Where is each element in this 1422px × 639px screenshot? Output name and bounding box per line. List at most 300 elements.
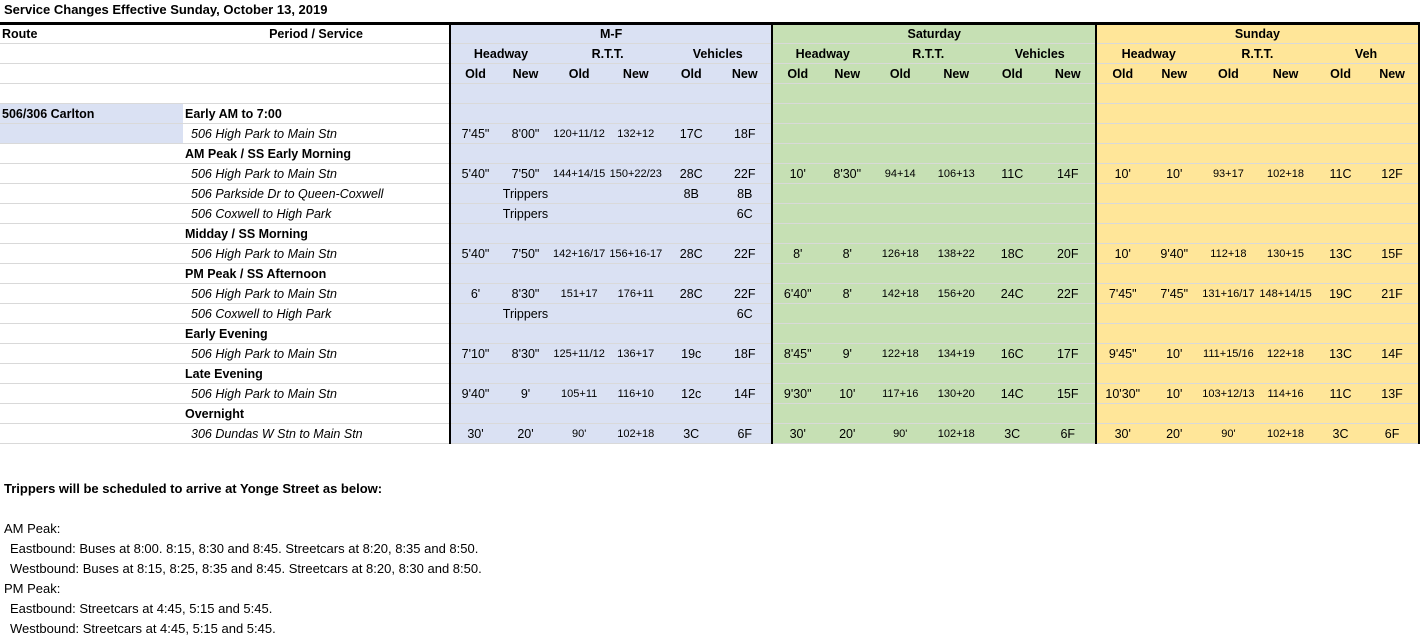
- sat-blank-cell: [984, 404, 1040, 424]
- sat-cell: [928, 304, 984, 324]
- sun-cell: [1148, 304, 1200, 324]
- sun-blank-cell: [1096, 264, 1148, 284]
- sun-blank-cell: [1148, 404, 1200, 424]
- mf-old-header: Old: [450, 64, 500, 84]
- sun-old-header: Old: [1096, 64, 1148, 84]
- mf-cell: 90': [551, 424, 607, 444]
- service-label: 506 High Park to Main Stn: [183, 384, 450, 404]
- mf-cell: 7'50": [500, 164, 551, 184]
- sat-cell: 8': [822, 284, 872, 304]
- sat-blank-cell: [822, 264, 872, 284]
- mf-old-header: Old: [664, 64, 718, 84]
- pm-westbound-note: Westbound: Streetcars at 4:45, 5:15 and 5:45.: [10, 621, 276, 636]
- sun-blank-cell: [1257, 144, 1315, 164]
- sat-blank-cell: [872, 404, 928, 424]
- mf-blank-cell: [551, 404, 607, 424]
- sun-blank-cell: [1096, 404, 1148, 424]
- sun-cell: 12F: [1367, 164, 1419, 184]
- table-row: [0, 224, 1419, 244]
- sat-cell: 15F: [1040, 384, 1096, 404]
- sun-veh-header: Veh: [1315, 44, 1419, 64]
- sun-blank-cell: [1367, 104, 1419, 124]
- sun-cell: [1315, 204, 1367, 224]
- sat-cell: [1040, 124, 1096, 144]
- sat-blank-cell: [1040, 404, 1096, 424]
- sat-cell: 10': [822, 384, 872, 404]
- sat-cell: 18C: [984, 244, 1040, 264]
- sat-blank-cell: [772, 104, 822, 124]
- service-label: 506 Parkside Dr to Queen-Coxwell: [183, 184, 450, 204]
- sun-old-header: Old: [1200, 64, 1256, 84]
- sat-blank-cell: [984, 324, 1040, 344]
- notes-heading: Trippers will be scheduled to arrive at Yonge Street as below:: [4, 481, 383, 496]
- mf-cell: 6C: [718, 304, 772, 324]
- sun-blank-cell: [1148, 364, 1200, 384]
- table-row: [0, 324, 1419, 344]
- service-label: 506 Coxwell to High Park: [183, 304, 450, 324]
- sat-cell: 156+20: [928, 284, 984, 304]
- table-row: [0, 364, 1419, 384]
- period-label: Late Evening: [183, 364, 450, 384]
- pm-eastbound-note: Eastbound: Streetcars at 4:45, 5:15 and 5:45.: [10, 601, 273, 616]
- route-cell: [0, 364, 183, 384]
- sun-cell: 9'40": [1148, 244, 1200, 264]
- am-westbound-note: Westbound: Buses at 8:15, 8:25, 8:35 and 8:45. Streetcars at 8:20, 8:30 and 8:50.: [10, 561, 482, 576]
- sat-cell: 142+18: [872, 284, 928, 304]
- mf-blank-cell: [551, 104, 607, 124]
- sunday-header: Sunday: [1096, 24, 1418, 44]
- mf-cell: 19c: [664, 344, 718, 364]
- sun-blank-cell: [1315, 264, 1367, 284]
- sat-cell: [984, 304, 1040, 324]
- sat-cell: [772, 204, 822, 224]
- sun-blank-cell: [1257, 324, 1315, 344]
- route-cell: [0, 144, 183, 164]
- table-row: [0, 264, 1419, 284]
- mf-cell: 8'30": [500, 344, 551, 364]
- sat-cell: 16C: [984, 344, 1040, 364]
- period-label: Midday / SS Morning: [183, 224, 450, 244]
- table-row: [0, 304, 1419, 324]
- table-row: [0, 404, 1419, 424]
- sun-blank-cell: [1096, 324, 1148, 344]
- table-row: [0, 384, 1419, 404]
- sun-blank-cell: [1200, 224, 1256, 244]
- sun-cell: 102+18: [1257, 424, 1315, 444]
- sat-old-header: Old: [872, 64, 928, 84]
- sun-cell: [1096, 124, 1148, 144]
- route-cell: [0, 124, 183, 144]
- sun-cell: [1200, 124, 1256, 144]
- period-label: Early AM to 7:00: [183, 104, 450, 124]
- sat-blank-cell: [984, 104, 1040, 124]
- sun-cell: 131+16/17: [1200, 284, 1256, 304]
- sun-blank-cell: [1367, 404, 1419, 424]
- sat-blank-cell: [1040, 104, 1096, 124]
- sat-cell: [984, 124, 1040, 144]
- mf-cell: 116+10: [607, 384, 664, 404]
- sat-cell: [984, 184, 1040, 204]
- sat-old-header: Old: [984, 64, 1040, 84]
- sat-cell: [872, 184, 928, 204]
- mf-cell: 7'50": [500, 244, 551, 264]
- sun-new-header: New: [1367, 64, 1419, 84]
- mf-cell: 105+11: [551, 384, 607, 404]
- sun-blank-cell: [1367, 364, 1419, 384]
- mf-blank-cell: [664, 144, 718, 164]
- sat-cell: 20': [822, 424, 872, 444]
- mf-cell: 28C: [664, 244, 718, 264]
- mf-blank-cell: [551, 144, 607, 164]
- mf-cell: [664, 304, 718, 324]
- mf-blank-cell: [551, 364, 607, 384]
- sat-blank-cell: [872, 224, 928, 244]
- mf-blank-cell: [718, 144, 772, 164]
- service-label: 506 High Park to Main Stn: [183, 164, 450, 184]
- sat-cell: 14F: [1040, 164, 1096, 184]
- mf-blank-cell: [551, 224, 607, 244]
- sat-rtt-header: R.T.T.: [872, 44, 984, 64]
- sat-cell: 24C: [984, 284, 1040, 304]
- mf-cell: 20': [500, 424, 551, 444]
- mf-blank-cell: [500, 404, 551, 424]
- sun-cell: 6F: [1367, 424, 1419, 444]
- sun-blank-cell: [1200, 144, 1256, 164]
- table-row: [0, 124, 1419, 144]
- period-label: AM Peak / SS Early Morning: [183, 144, 450, 164]
- mf-blank-cell: [718, 404, 772, 424]
- sat-cell: 90': [872, 424, 928, 444]
- mf-cell: 102+18: [607, 424, 664, 444]
- sat-cell: 22F: [1040, 284, 1096, 304]
- mf-cell: [607, 304, 664, 324]
- sun-blank-cell: [1148, 104, 1200, 124]
- table-row: [0, 424, 1419, 444]
- table-row: [0, 344, 1419, 364]
- sun-blank-cell: [1200, 404, 1256, 424]
- sun-new-header: New: [1148, 64, 1200, 84]
- sun-blank-cell: [1096, 224, 1148, 244]
- sat-blank-cell: [822, 404, 872, 424]
- mf-blank-cell: [450, 264, 500, 284]
- service-label: 306 Dundas W Stn to Main Stn: [183, 424, 450, 444]
- mf-cell: [450, 184, 500, 204]
- sat-cell: [1040, 304, 1096, 324]
- sat-blank-cell: [928, 404, 984, 424]
- sun-cell: 10': [1096, 244, 1148, 264]
- mf-blank-cell: [450, 144, 500, 164]
- mf-headway-header: Headway: [450, 44, 551, 64]
- mf-blank-cell: [718, 224, 772, 244]
- mf-cell: 3C: [664, 424, 718, 444]
- mf-cell: Trippers: [500, 204, 551, 224]
- saturday-header: Saturday: [772, 24, 1096, 44]
- sun-cell: [1096, 204, 1148, 224]
- sat-cell: [822, 184, 872, 204]
- sun-cell: 13C: [1315, 344, 1367, 364]
- sun-cell: 15F: [1367, 244, 1419, 264]
- sun-cell: [1367, 124, 1419, 144]
- sat-blank-cell: [928, 264, 984, 284]
- sat-cell: 9'30": [772, 384, 822, 404]
- sun-cell: 10': [1148, 344, 1200, 364]
- sat-cell: 10': [772, 164, 822, 184]
- sat-blank-cell: [872, 364, 928, 384]
- mf-cell: 8'30": [500, 284, 551, 304]
- mf-cell: [551, 184, 607, 204]
- service-label: 506 High Park to Main Stn: [183, 344, 450, 364]
- sun-cell: 13F: [1367, 384, 1419, 404]
- sat-cell: 11C: [984, 164, 1040, 184]
- sat-blank-cell: [984, 364, 1040, 384]
- sat-blank-cell: [772, 144, 822, 164]
- sat-blank-cell: [772, 264, 822, 284]
- sun-blank-cell: [1200, 264, 1256, 284]
- sat-blank-cell: [822, 324, 872, 344]
- sun-cell: 114+16: [1257, 384, 1315, 404]
- sun-cell: 7'45": [1096, 284, 1148, 304]
- sun-cell: 9'45": [1096, 344, 1148, 364]
- sat-cell: 17F: [1040, 344, 1096, 364]
- sun-cell: [1367, 204, 1419, 224]
- mf-blank-cell: [607, 404, 664, 424]
- mf-blank-cell: [718, 364, 772, 384]
- mf-cell: 136+17: [607, 344, 664, 364]
- sun-cell: 130+15: [1257, 244, 1315, 264]
- sat-cell: [772, 304, 822, 324]
- sat-blank-cell: [928, 324, 984, 344]
- sat-cell: [772, 184, 822, 204]
- sun-blank-cell: [1096, 104, 1148, 124]
- sat-cell: [772, 124, 822, 144]
- route-cell: [0, 224, 183, 244]
- sat-old-header: Old: [772, 64, 822, 84]
- mf-blank-cell: [551, 264, 607, 284]
- sun-blank-cell: [1367, 324, 1419, 344]
- mf-cell: Trippers: [500, 184, 551, 204]
- sat-blank-cell: [1040, 324, 1096, 344]
- sun-cell: 10': [1148, 384, 1200, 404]
- sun-cell: 102+18: [1257, 164, 1315, 184]
- sat-cell: [984, 204, 1040, 224]
- sat-new-header: New: [928, 64, 984, 84]
- service-label: 506 Coxwell to High Park: [183, 204, 450, 224]
- service-label: 506 High Park to Main Stn: [183, 244, 450, 264]
- sun-headway-header: Headway: [1096, 44, 1200, 64]
- sat-blank-cell: [772, 364, 822, 384]
- sat-cell: 130+20: [928, 384, 984, 404]
- mf-cell: 6C: [718, 204, 772, 224]
- mf-vehicles-header: Vehicles: [664, 44, 772, 64]
- sun-cell: 103+12/13: [1200, 384, 1256, 404]
- sat-cell: 8': [772, 244, 822, 264]
- sat-blank-cell: [822, 364, 872, 384]
- route-cell: [0, 184, 183, 204]
- mf-cell: 6F: [718, 424, 772, 444]
- table-row: [0, 244, 1419, 264]
- sat-blank-cell: [772, 224, 822, 244]
- sat-blank-cell: [872, 104, 928, 124]
- sun-cell: [1096, 184, 1148, 204]
- route-cell: [0, 404, 183, 424]
- sat-blank-cell: [872, 324, 928, 344]
- sat-cell: [928, 204, 984, 224]
- sun-blank-cell: [1315, 324, 1367, 344]
- sat-blank-cell: [872, 144, 928, 164]
- sat-blank-cell: [1040, 364, 1096, 384]
- service-label: 506 High Park to Main Stn: [183, 284, 450, 304]
- am-eastbound-note: Eastbound: Buses at 8:00. 8:15, 8:30 and 8:45. Streetcars at 8:20, 8:35 and 8:50.: [10, 541, 479, 556]
- route-cell: [0, 384, 183, 404]
- sat-cell: 126+18: [872, 244, 928, 264]
- mf-cell: [607, 204, 664, 224]
- sun-blank-cell: [1315, 364, 1367, 384]
- mf-old-header: Old: [551, 64, 607, 84]
- sat-blank-cell: [1040, 224, 1096, 244]
- sun-blank-cell: [1257, 364, 1315, 384]
- mf-blank-cell: [450, 364, 500, 384]
- sun-old-header: Old: [1315, 64, 1367, 84]
- mf-cell: 22F: [718, 164, 772, 184]
- sat-cell: 134+19: [928, 344, 984, 364]
- mf-cell: 156+16-17: [607, 244, 664, 264]
- mf-cell: 22F: [718, 244, 772, 264]
- mf-cell: [607, 184, 664, 204]
- sun-cell: [1367, 184, 1419, 204]
- mf-cell: 150+22/23: [607, 164, 664, 184]
- sat-blank-cell: [984, 264, 1040, 284]
- sun-blank-cell: [1148, 224, 1200, 244]
- mf-blank-cell: [500, 264, 551, 284]
- sun-cell: 3C: [1315, 424, 1367, 444]
- sat-cell: 8': [822, 244, 872, 264]
- period-label: Overnight: [183, 404, 450, 424]
- route-cell: [0, 284, 183, 304]
- sun-cell: 112+18: [1200, 244, 1256, 264]
- mf-cell: 28C: [664, 164, 718, 184]
- sat-cell: [928, 184, 984, 204]
- mf-cell: 8B: [718, 184, 772, 204]
- sun-blank-cell: [1257, 404, 1315, 424]
- sat-blank-cell: [984, 224, 1040, 244]
- mf-blank-cell: [450, 324, 500, 344]
- sun-cell: 20': [1148, 424, 1200, 444]
- route-name: 506/306 Carlton: [0, 104, 183, 124]
- mf-blank-cell: [500, 224, 551, 244]
- sun-cell: 10': [1148, 164, 1200, 184]
- sat-cell: [872, 204, 928, 224]
- am-peak-label: AM Peak:: [4, 521, 61, 536]
- sun-cell: 21F: [1367, 284, 1419, 304]
- service-table: [0, 22, 1420, 444]
- mf-cell: 18F: [718, 344, 772, 364]
- mf-blank-cell: [607, 264, 664, 284]
- mf-blank-cell: [450, 224, 500, 244]
- sun-cell: 111+15/16: [1200, 344, 1256, 364]
- sun-blank-cell: [1257, 264, 1315, 284]
- sat-cell: 102+18: [928, 424, 984, 444]
- sat-cell: [1040, 184, 1096, 204]
- mf-blank-cell: [500, 364, 551, 384]
- mf-cell: 5'40": [450, 244, 500, 264]
- sun-cell: [1257, 124, 1315, 144]
- mf-cell: 30': [450, 424, 500, 444]
- route-cell: [0, 304, 183, 324]
- mf-blank-cell: [500, 144, 551, 164]
- sat-blank-cell: [822, 144, 872, 164]
- sun-cell: 10'30": [1096, 384, 1148, 404]
- table-row: [0, 164, 1419, 184]
- table-row: [0, 144, 1419, 164]
- route-cell: [0, 264, 183, 284]
- sat-cell: [872, 124, 928, 144]
- mf-cell: 14F: [718, 384, 772, 404]
- sat-blank-cell: [1040, 144, 1096, 164]
- mf-blank-cell: [500, 324, 551, 344]
- sat-cell: [928, 124, 984, 144]
- sat-cell: 30': [772, 424, 822, 444]
- sun-cell: 148+14/15: [1257, 284, 1315, 304]
- mf-blank-cell: [607, 144, 664, 164]
- sun-cell: [1096, 304, 1148, 324]
- sat-headway-header: Headway: [772, 44, 872, 64]
- route-cell: [0, 424, 183, 444]
- sun-cell: [1148, 204, 1200, 224]
- mf-blank-cell: [718, 264, 772, 284]
- sun-blank-cell: [1200, 324, 1256, 344]
- mf-cell: 125+11/12: [551, 344, 607, 364]
- mf-cell: 151+17: [551, 284, 607, 304]
- route-cell: [0, 244, 183, 264]
- sun-cell: 93+17: [1200, 164, 1256, 184]
- mf-blank-cell: [664, 104, 718, 124]
- sun-cell: [1148, 124, 1200, 144]
- sun-cell: 14F: [1367, 344, 1419, 364]
- sun-blank-cell: [1315, 224, 1367, 244]
- sun-blank-cell: [1096, 144, 1148, 164]
- sun-cell: [1257, 304, 1315, 324]
- sun-blank-cell: [1096, 364, 1148, 384]
- mf-cell: 6': [450, 284, 500, 304]
- mf-new-header: New: [500, 64, 551, 84]
- mf-blank-cell: [664, 364, 718, 384]
- sat-new-header: New: [1040, 64, 1096, 84]
- sun-blank-cell: [1315, 144, 1367, 164]
- sun-blank-cell: [1367, 224, 1419, 244]
- sat-blank-cell: [872, 264, 928, 284]
- sat-cell: 94+14: [872, 164, 928, 184]
- route-cell: [0, 344, 183, 364]
- tripper-notes: [4, 479, 482, 639]
- service-label: 506 High Park to Main Stn: [183, 124, 450, 144]
- route-cell: [0, 164, 183, 184]
- sat-blank-cell: [772, 404, 822, 424]
- route-cell: [0, 324, 183, 344]
- sun-cell: 11C: [1315, 164, 1367, 184]
- sat-cell: [1040, 204, 1096, 224]
- sun-blank-cell: [1257, 104, 1315, 124]
- mf-rtt-header: R.T.T.: [551, 44, 664, 64]
- mf-cell: 5'40": [450, 164, 500, 184]
- sat-cell: 122+18: [872, 344, 928, 364]
- sun-cell: [1367, 304, 1419, 324]
- sat-blank-cell: [822, 104, 872, 124]
- mf-cell: 176+11: [607, 284, 664, 304]
- sun-cell: [1315, 124, 1367, 144]
- sat-cell: 138+22: [928, 244, 984, 264]
- table-row: [0, 204, 1419, 224]
- sun-cell: [1315, 304, 1367, 324]
